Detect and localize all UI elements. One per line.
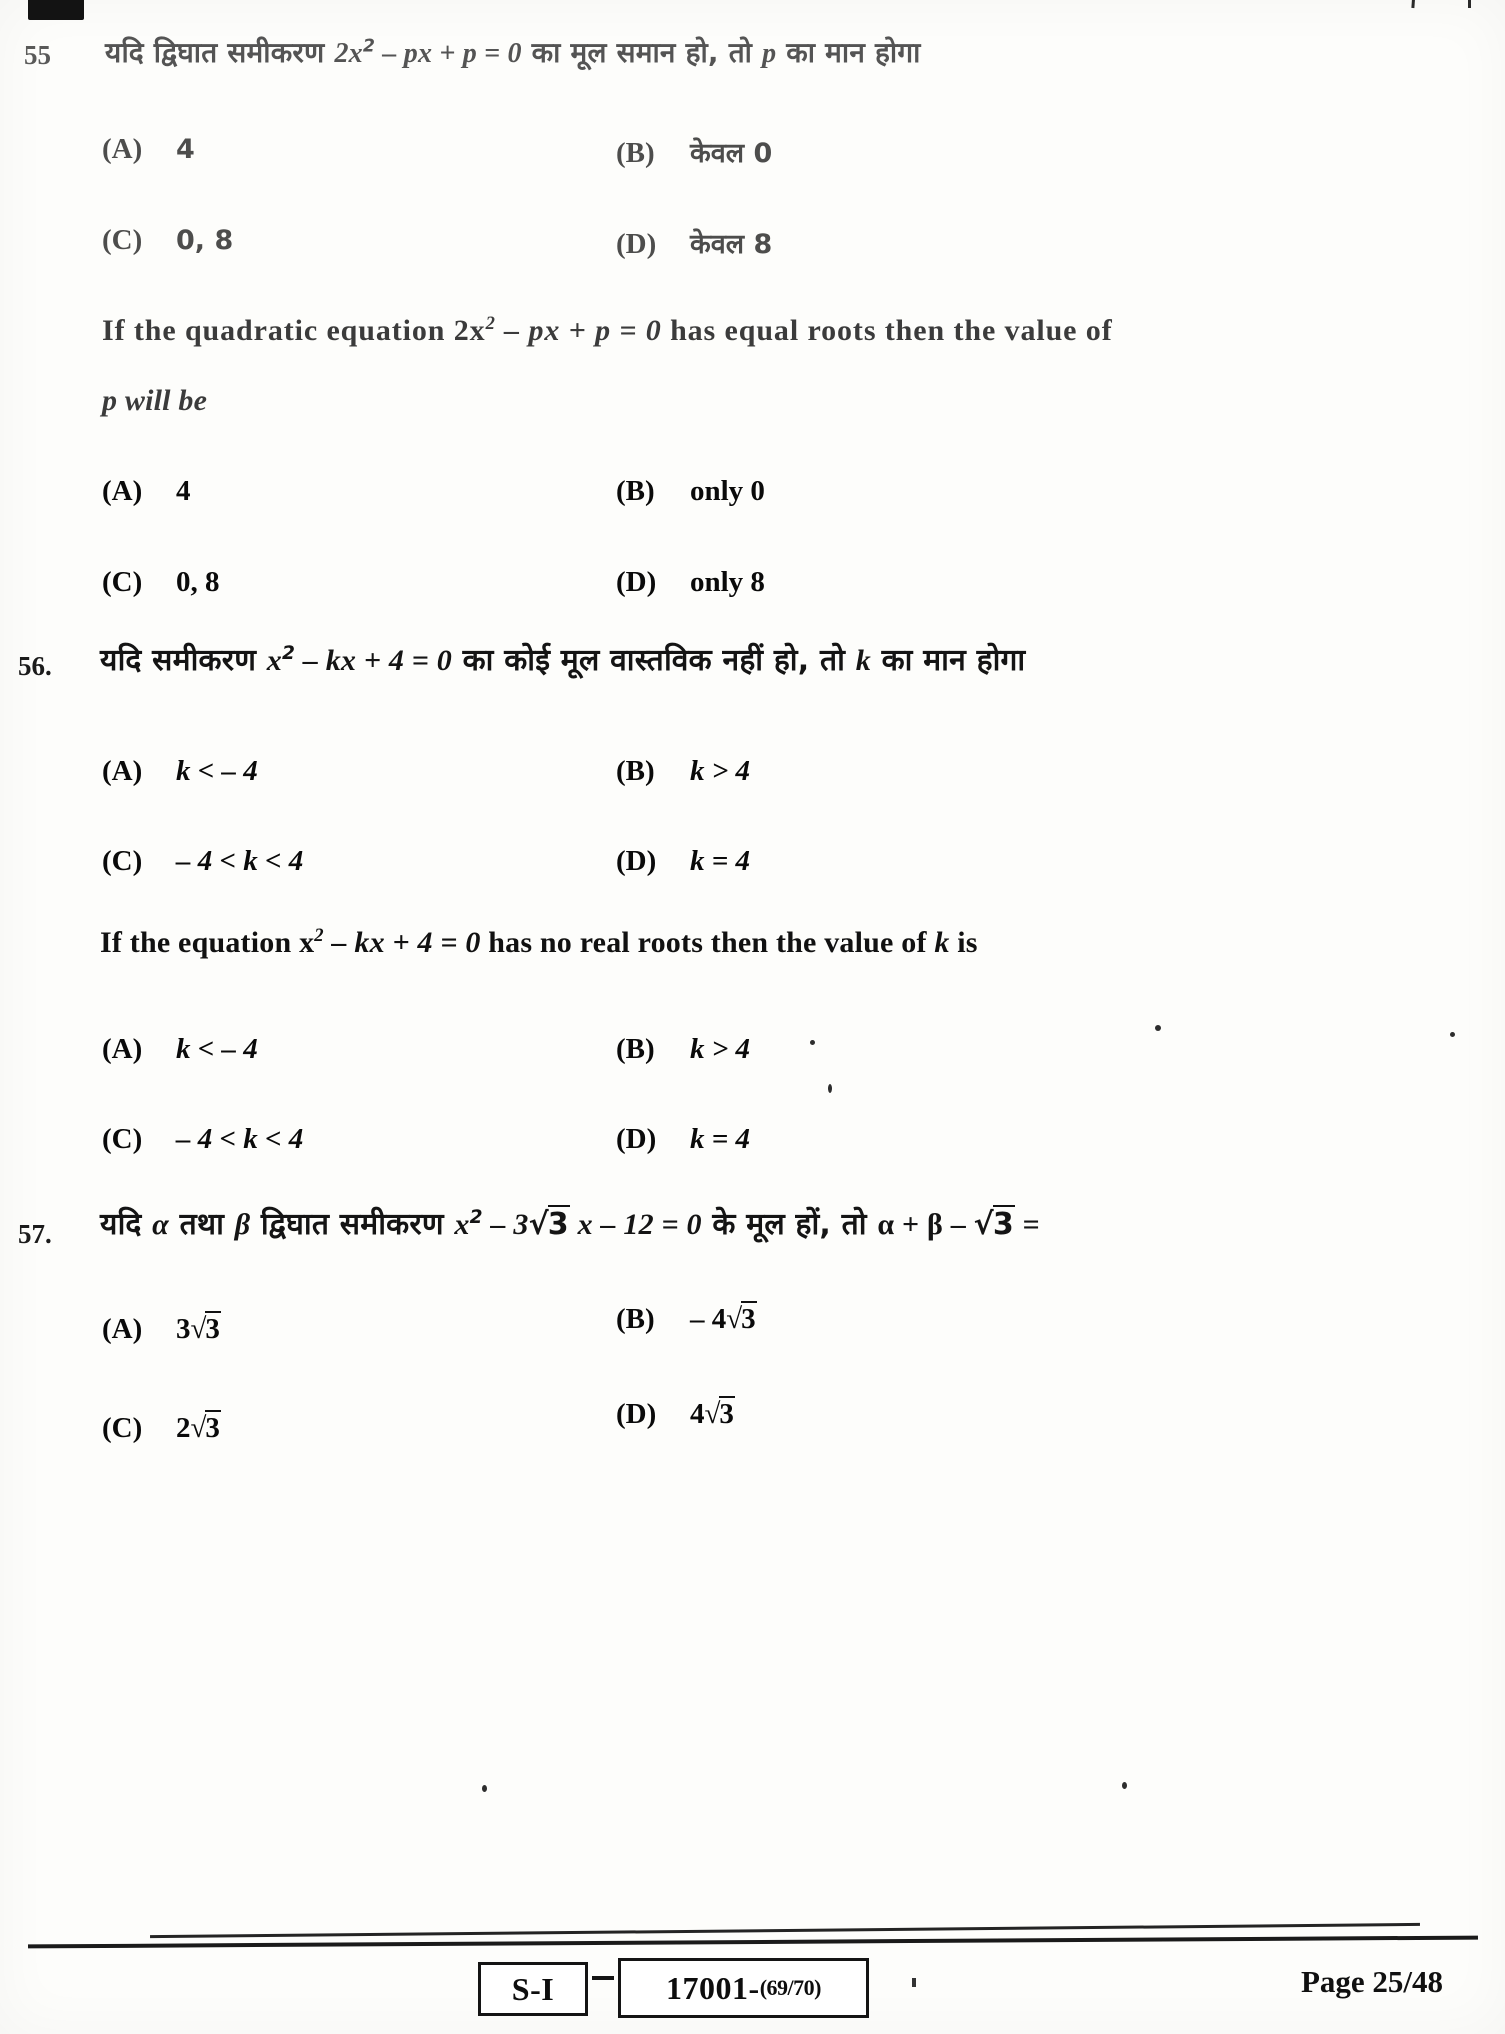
q56-english-option-d[interactable] — [616, 1123, 750, 1156]
q56-hindi-post: का मान होगा — [870, 643, 1026, 678]
option-value: only 8 — [690, 566, 765, 598]
q56-english-option-b[interactable] — [616, 1033, 750, 1066]
q56-hindi-eq-rest: – kx + 4 = 0 — [295, 644, 452, 677]
q55-hindi-eq-exponent: 2 — [362, 36, 376, 57]
q55-eng-eq-exponent: 2 — [485, 313, 496, 334]
question-57-hindi-text — [100, 1207, 1040, 1243]
q56-eng-eq-rest: – kx + 4 = 0 — [323, 926, 481, 959]
option-value: only 0 — [690, 475, 765, 507]
q55-eng-post: has equal roots then the value of — [661, 314, 1113, 347]
footer-dash-separator — [592, 1976, 614, 1980]
sqrt-icon: √3 — [190, 1412, 220, 1444]
option-radicand: 3 — [205, 1412, 220, 1444]
option-label: (B) — [616, 137, 655, 169]
paper-serial-number: 17001- — [666, 1969, 760, 2006]
q55-english-option-b[interactable] — [616, 475, 765, 508]
option-label: (D) — [616, 228, 657, 260]
option-label: (A) — [102, 1313, 143, 1345]
q55-english-option-a[interactable] — [102, 475, 191, 508]
option-value: केवल 0 — [690, 138, 773, 169]
paper-serial-suffix: (69/70) — [759, 1975, 821, 2000]
q56-eng-post: is — [949, 926, 978, 959]
q55-hindi-mid: का मूल समान हो, तो — [521, 36, 763, 69]
option-value: 4 — [176, 134, 195, 165]
q57-option-d[interactable] — [616, 1398, 735, 1431]
q55-hindi-eq-rest: – px + p = 0 — [375, 38, 522, 69]
footer-divider — [28, 1936, 1478, 1949]
sqrt-icon: √3 — [704, 1398, 734, 1430]
option-value: k < – 4 — [176, 1033, 258, 1065]
question-55-english-line1 — [102, 313, 1113, 349]
q55-eng-pre: If the quadratic equation — [102, 314, 454, 347]
q57-alpha-symbol: α — [152, 1208, 169, 1241]
q55-eng-eq-base: 2x — [453, 314, 486, 347]
question-55-hindi-text — [105, 37, 921, 70]
q56-eng-eq-exponent: 2 — [314, 925, 324, 946]
question-56-hindi-text — [100, 643, 1025, 679]
option-label: (B) — [616, 475, 655, 507]
paper-serial-code — [618, 1958, 869, 2018]
option-value: 0, 8 — [176, 566, 220, 598]
option-label: (C) — [102, 224, 143, 256]
q56-eng-mid: has no real roots then the value of — [480, 926, 935, 959]
option-label: (A) — [102, 475, 143, 507]
q55-eng-line2: p will be — [102, 384, 208, 417]
q55-eng-eq-rest: – px + p = 0 — [495, 314, 662, 347]
q56-eng-eq-base: x — [299, 926, 315, 959]
q56-hindi-option-a[interactable] — [102, 755, 258, 788]
option-value: 0, 8 — [176, 225, 234, 256]
option-label: (B) — [616, 1303, 655, 1335]
option-coefficient: 4 — [711, 1303, 727, 1335]
option-coefficient: 4 — [690, 1398, 705, 1430]
q57-hindi-mid1: तथा — [168, 1207, 235, 1242]
question-number-57: 57. — [18, 1219, 52, 1249]
sqrt-icon: √3 — [726, 1303, 756, 1335]
q57-eq-rest2: x – 12 = 0 — [569, 1208, 702, 1241]
q55-english-option-c[interactable] — [102, 566, 220, 599]
q55-hindi-option-a[interactable] — [102, 133, 195, 166]
option-radicand: 3 — [719, 1398, 734, 1430]
option-label: (D) — [616, 1123, 657, 1155]
q57-result-equals: = — [1014, 1208, 1040, 1241]
page-footer — [0, 1958, 1505, 2034]
q55-hindi-option-c[interactable] — [102, 224, 233, 257]
q57-hindi-mid3: के मूल हों, तो — [701, 1207, 878, 1242]
q55-hindi-option-d[interactable] — [616, 224, 772, 261]
q56-hindi-eq-exponent: 2 — [281, 643, 296, 664]
q55-hindi-var: p — [762, 38, 777, 69]
option-label: (C) — [102, 845, 143, 877]
question-56-english-text — [100, 925, 978, 961]
option-value: – 4 < k < 4 — [176, 845, 304, 877]
q56-eng-pre: If the equation — [100, 926, 300, 959]
q57-option-b[interactable] — [616, 1303, 757, 1336]
q57-option-c[interactable] — [102, 1412, 221, 1445]
page-number-label: Page 25/48 — [1300, 1964, 1443, 1999]
q57-beta-symbol: β — [234, 1208, 251, 1241]
q57-eq-rest1: – 3 — [482, 1208, 529, 1241]
option-label: (D) — [616, 845, 657, 877]
option-radicand: 3 — [741, 1303, 756, 1335]
option-coefficient: 2 — [176, 1412, 191, 1444]
option-label: (D) — [616, 1398, 657, 1430]
option-label: (D) — [616, 566, 657, 598]
q56-hindi-mid: का कोई मूल वास्तविक नहीं हो, तो — [451, 643, 856, 678]
option-value: k > 4 — [690, 755, 751, 787]
q56-hindi-option-d[interactable] — [616, 845, 750, 878]
option-label: (A) — [102, 1033, 143, 1065]
q55-hindi-option-b[interactable] — [616, 133, 772, 170]
option-label: (A) — [102, 755, 143, 787]
q56-hindi-pre: यदि समीकरण — [100, 643, 267, 678]
q57-hindi-mid2: द्विघात समीकरण — [250, 1207, 455, 1242]
q57-radicand: 3 — [547, 1207, 569, 1242]
option-value: k = 4 — [690, 845, 751, 877]
option-label: (B) — [616, 1033, 655, 1065]
option-label: (A) — [102, 133, 143, 165]
option-value: k > 4 — [690, 1033, 751, 1065]
question-number-55: 55 — [24, 40, 51, 70]
question-55-english-line2 — [102, 384, 207, 419]
option-label: (C) — [102, 1123, 143, 1155]
option-label: (B) — [616, 755, 655, 787]
q57-eq-base: x — [454, 1208, 470, 1241]
scan-speck — [912, 1978, 916, 1987]
q57-result-sqrt-icon: √3 — [973, 1207, 1014, 1242]
q57-result-radicand: 3 — [992, 1207, 1014, 1242]
q57-sqrt-icon: √3 — [528, 1207, 569, 1242]
option-radicand: 3 — [205, 1313, 220, 1345]
option-value: केवल 8 — [690, 229, 773, 260]
sqrt-icon: √3 — [190, 1313, 220, 1345]
question-number-56: 56. — [18, 651, 52, 681]
q55-hindi-pre: यदि द्विघात समीकरण — [105, 36, 335, 69]
q55-english-option-d[interactable] — [616, 566, 765, 599]
q56-hindi-var: k — [855, 644, 871, 677]
option-value: – 4 < k < 4 — [176, 1123, 304, 1155]
q57-eq-exponent: 2 — [469, 1207, 483, 1228]
option-sign: – — [690, 1303, 712, 1335]
option-value: k < – 4 — [176, 755, 258, 787]
footer-divider-upper — [150, 1923, 1420, 1938]
q56-hindi-option-b[interactable] — [616, 755, 750, 788]
q55-hindi-eq-base: 2x — [334, 38, 363, 69]
q57-hindi-pre: यदि — [100, 1207, 153, 1242]
q55-hindi-post: का मान होगा — [776, 36, 921, 69]
option-coefficient: 3 — [176, 1313, 191, 1345]
q57-option-a[interactable] — [102, 1313, 221, 1346]
q57-result-expr: α + β – — [877, 1208, 974, 1241]
option-value: k = 4 — [690, 1123, 751, 1155]
paper-series-code: S-I — [478, 1962, 588, 2016]
q56-english-option-c[interactable] — [102, 1123, 303, 1156]
q56-eng-var: k — [934, 926, 950, 959]
q56-hindi-option-c[interactable] — [102, 845, 303, 878]
option-label: (C) — [102, 1412, 143, 1444]
option-label: (C) — [102, 566, 143, 598]
option-value: 4 — [176, 475, 191, 507]
q56-hindi-eq-base: x — [266, 644, 282, 677]
q56-english-option-a[interactable] — [102, 1033, 258, 1066]
